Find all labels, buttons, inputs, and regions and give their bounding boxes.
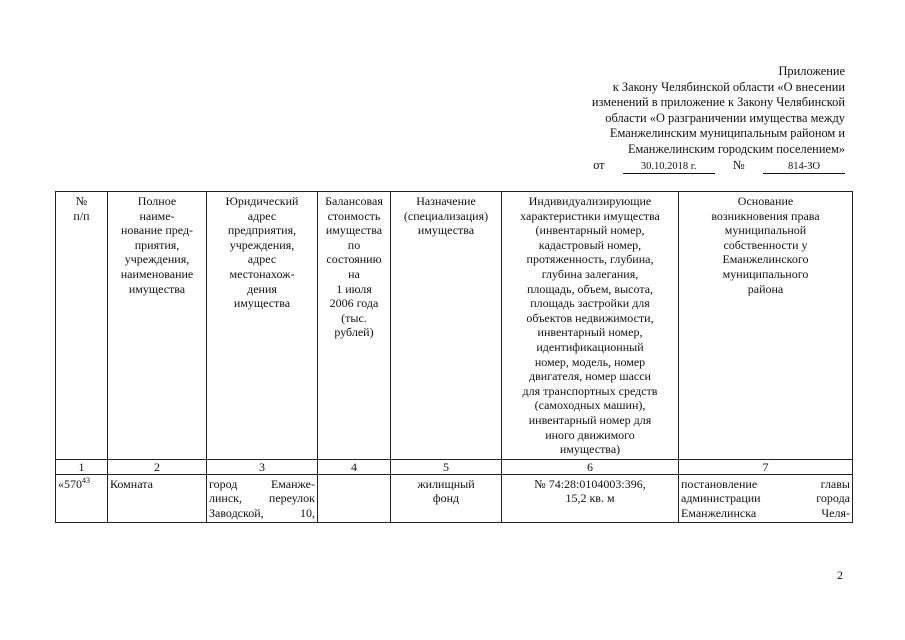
column-number: 1 [56,459,108,474]
row-number-cell [56,474,108,523]
law-number: 814-ЗО [763,160,845,174]
header-cell-name: Полное наиме- нование пред- приятия, учреждения, наименование имущества [108,192,207,460]
appendix-line: Еманжелинским муниципальным районом и [609,126,845,141]
number-label: № [732,157,745,172]
table-header-row [56,192,853,460]
row-number-superscript: 43 [82,475,90,485]
table-row [56,474,853,523]
column-number: 5 [391,459,502,474]
law-signature-line [425,158,845,174]
column-number: 7 [679,459,853,474]
from-label: от [593,157,605,172]
row-number: «570 [58,476,82,491]
page-number: 2 [837,568,843,582]
row-balance-cell [318,474,391,523]
appendix-line: изменений в приложение к Закону Челябинской [591,95,845,110]
appendix-line: к Закону Челябинской области «О внесении [612,79,845,94]
row-characteristics-cell: № 74:28:0104003:396, 15,2 кв. м [502,474,679,523]
header-cell-purpose: Назначение (специализация) имущества [391,192,502,460]
appendix-line: Приложение [778,64,845,78]
row-name-cell: Комната [108,474,207,523]
column-number: 6 [502,459,679,474]
column-number-row [56,459,853,474]
header-cell-basis: Основание возникновения права муниципальной собственности у Еманжелинского муниципального района [679,192,853,460]
header-cell-balance: Балансовая стоимость имущества по состоянию на 1 июля 2006 года (тыс. рублей) [318,192,391,460]
row-basis-cell: постановление главы администрации города Еманжелинска Челя- [679,474,853,523]
property-table [55,191,853,523]
appendix-line: области «О разграничении имущества между [605,110,845,125]
header-cell-characteristics: Индивидуализирующие характеристики имущества (инвентарный номер, кадастровый номер, протяженность, глубина, глубина залегания, площадь, объем, высота, площадь застройки для объектов недвижимости, инвентарный номер, идентификационный номер, модель, номер двигателя, номер шасси для транспортных средств (самоходных машин), инвентарный номер для иного движимого имущества) [502,192,679,460]
column-number: 3 [207,459,318,474]
header-cell-number: № п/п [56,192,108,460]
appendix-header [425,64,845,174]
appendix-line: Еманжелинским городским поселением» [627,141,845,156]
row-address-cell: город Еманже- линск, переулок Заводской, 10, [207,474,318,523]
row-purpose-cell: жилищный фонд [391,474,502,523]
column-number: 4 [318,459,391,474]
header-cell-address: Юридический адрес предприятия, учреждения, адрес местонахож- дения имущества [207,192,318,460]
column-number: 2 [108,459,207,474]
law-date: 30.10.2018 г. [623,160,715,174]
